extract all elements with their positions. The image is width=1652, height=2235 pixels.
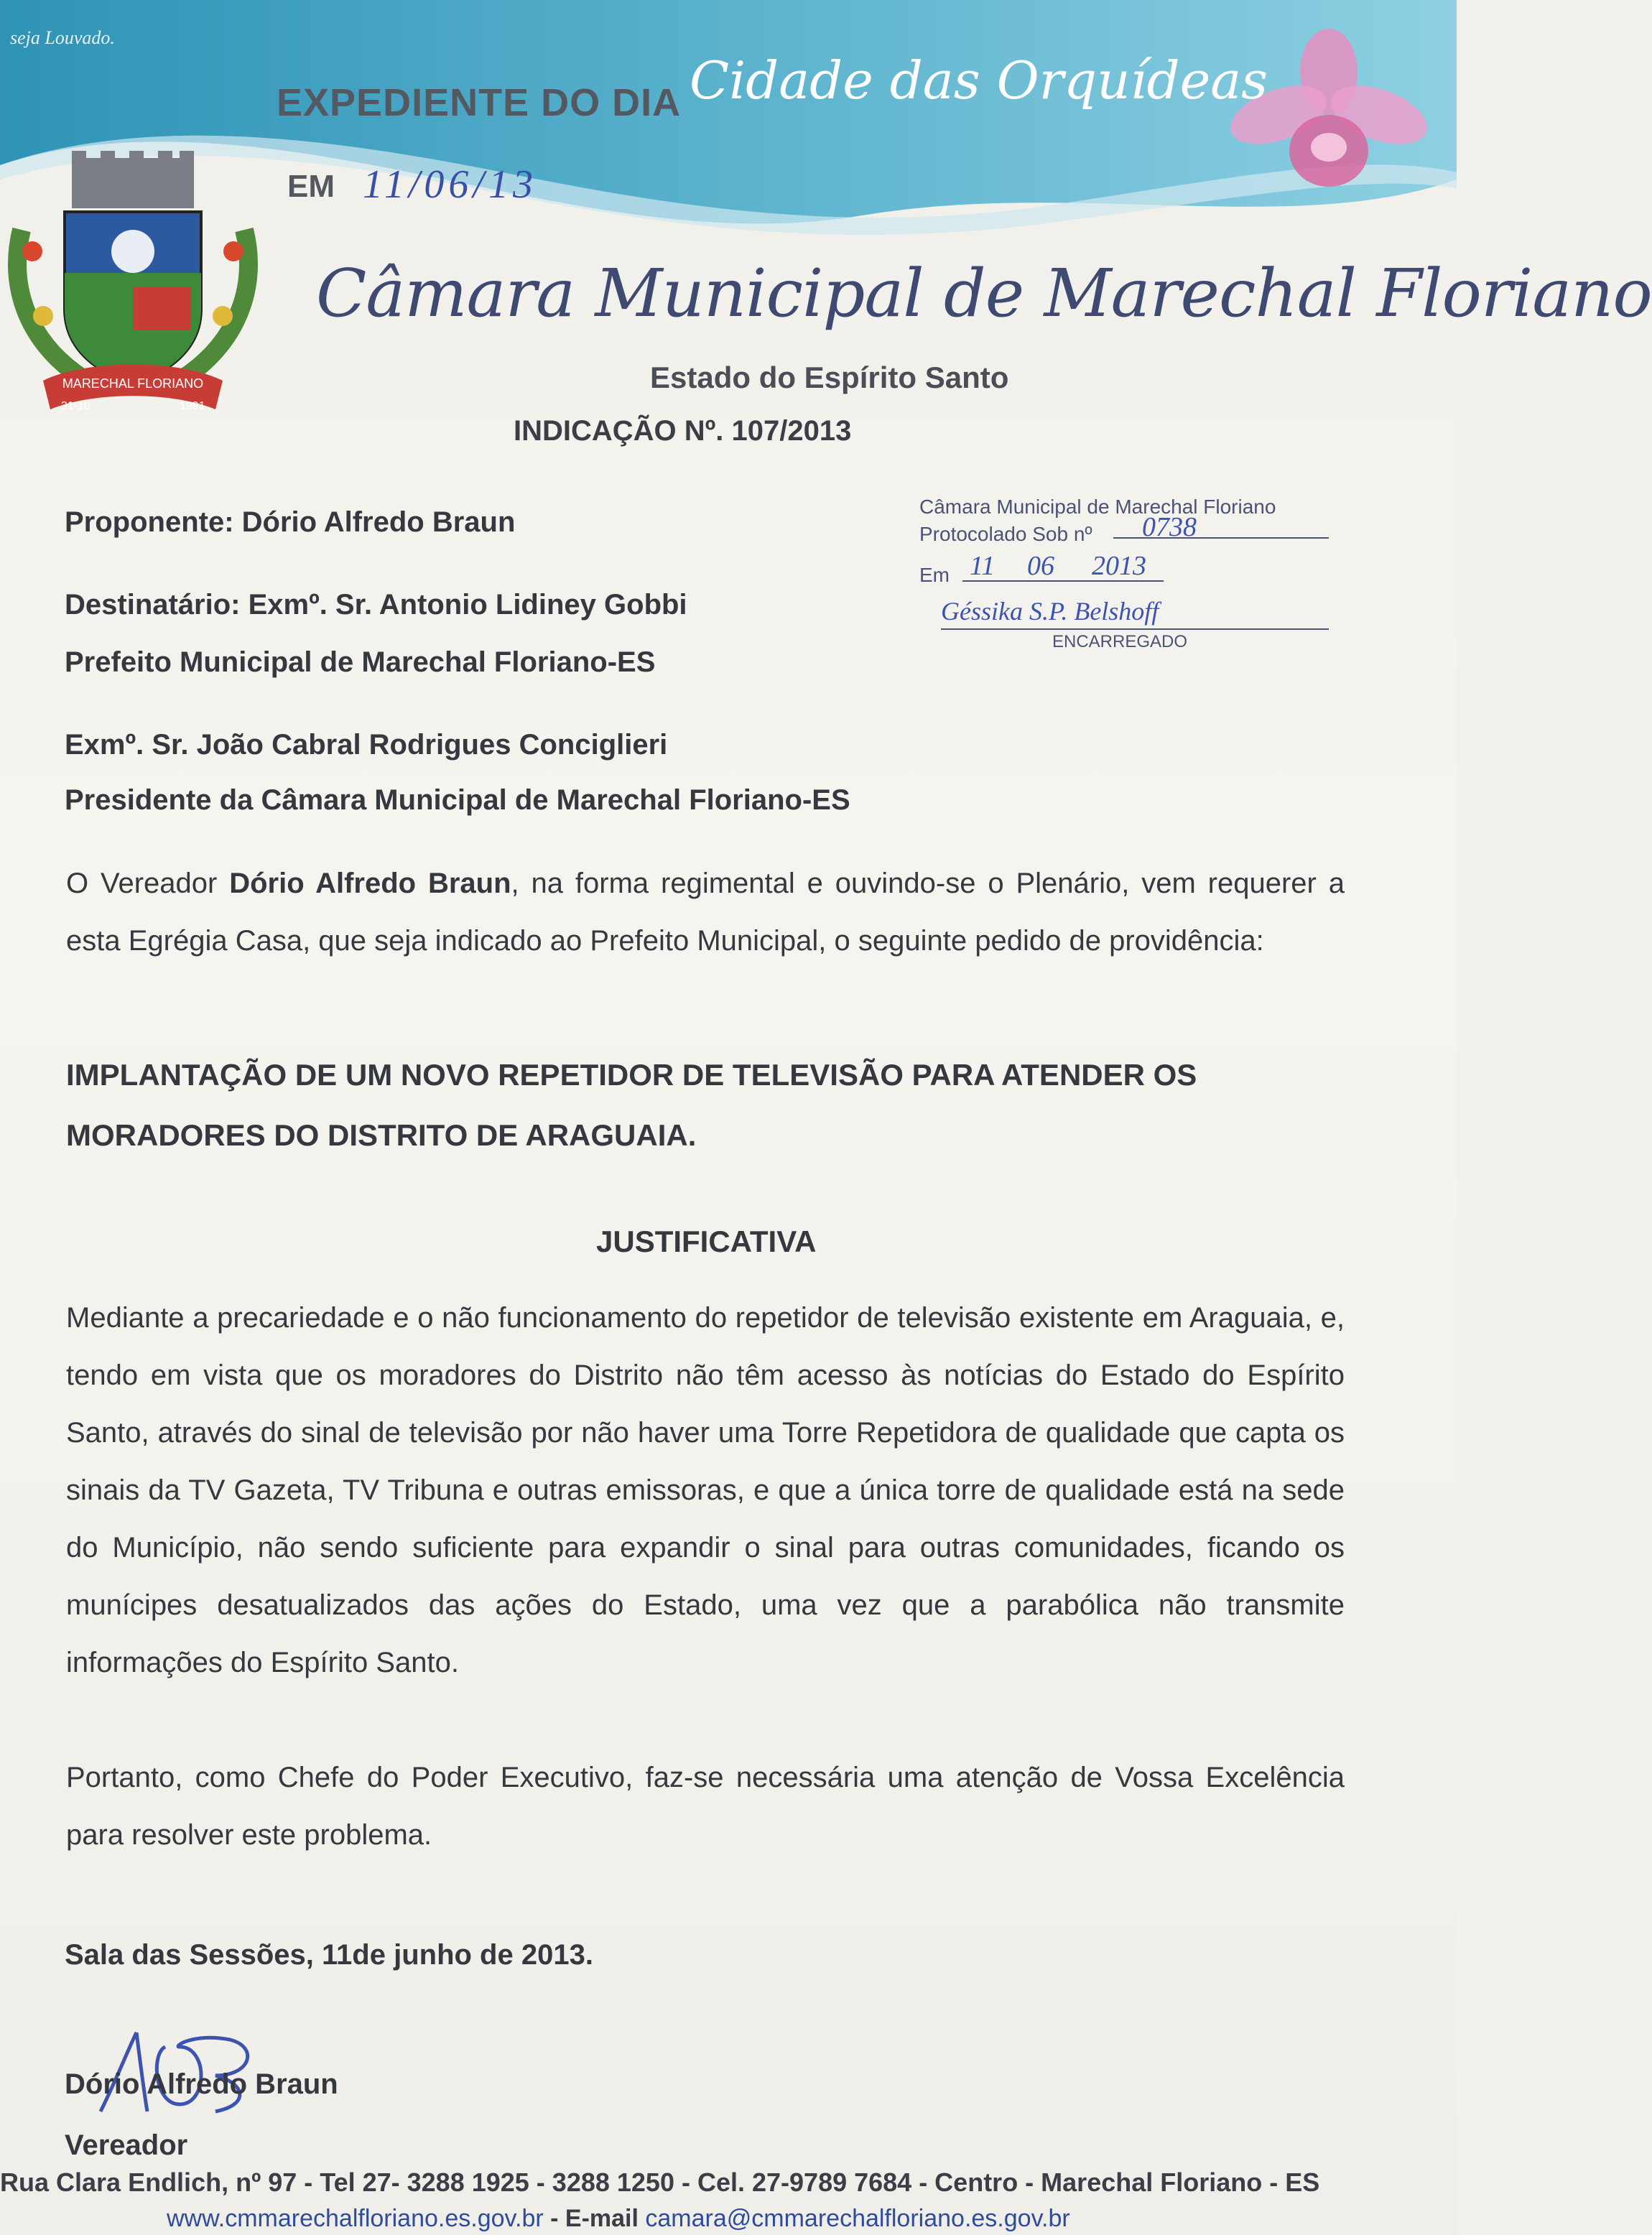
stamp-date-day: 11 — [970, 551, 996, 581]
presidente-cargo: Presidente da Câmara Municipal de Marechal Floriano-ES — [65, 784, 850, 816]
document-number: INDICAÇÃO Nº. 107/2013 — [514, 415, 852, 447]
stamp-date-underline — [962, 580, 1164, 582]
signer-name: Dório Alfredo Braun — [65, 2068, 338, 2100]
stamp-role: ENCARREGADO — [1052, 632, 1188, 651]
coat-year-right: 1991 — [180, 400, 205, 412]
state-subtitle: Estado do Espírito Santo — [650, 361, 1009, 394]
justification-paragraph: Mediante a precariedade e o não funcionamento do repetidor de televisão existente em Araguaia, e, tendo em vista que os moradores do Distrito não têm acesso às notícias do Estado do Espírito Santo, através do sinal de televisão por não haver uma Torre Repetidora de qualidade que capta os sinais da TV Gazeta, TV Tribuna e outras emissoras, e que a única torre de qualidade está na sede do Município, não sendo suficiente para expandir o sinal para outras comunidades, ficando os munícipes desatualizados das ações do Estado, uma vez que a parabólica não transmite informações do Espírito Santo. — [66, 1302, 1345, 1678]
intro-name: Dório Alfredo Braun — [229, 868, 511, 899]
intro-paragraph — [66, 855, 1345, 970]
email-label: - E-mail — [543, 2205, 646, 2232]
expediente-stamp: EXPEDIENTE DO DIA — [277, 81, 682, 124]
stamp-protocol-label: Protocolado Sob nº — [919, 523, 1092, 545]
intro-rest: , na forma regimental e ouvindo-se o Plenário, vem requerer a esta Egrégia Casa, que seja indicado ao Prefeito Municipal, o seguinte pedido de providência: — [66, 868, 1345, 957]
website-link[interactable]: www.cmmarechalfloriano.es.gov.br — [167, 2205, 544, 2232]
stamp-date-label: Em — [919, 564, 950, 586]
coat-of-arms-icon — [0, 144, 266, 431]
place-date: Sala das Sessões, 11de junho de 2013. — [65, 1939, 593, 1971]
stamp-date-month: 06 — [1027, 551, 1054, 581]
justification-title: JUSTIFICATIVA — [596, 1225, 817, 1258]
request-headline: IMPLANTAÇÃO DE UM NOVO REPETIDOR DE TELEVISÃO PARA ATENDER OS MORADORES DO DISTRITO DE ARAGUAIA. — [66, 1058, 1197, 1152]
proponente: Proponente: Dório Alfredo Braun — [65, 506, 516, 538]
footer-address: Rua Clara Endlich, nº 97 - Tel 27- 3288 1925 - 3288 1250 - Cel. 27-9789 7684 - Centro - Marechal Floriano - ES — [0, 2167, 1320, 2197]
stamp-signature: Géssika S.P. Belshoff — [941, 597, 1159, 626]
em-label: EM — [287, 169, 335, 204]
footer-contacts — [167, 2205, 1070, 2233]
presidente: Exmº. Sr. João Cabral Rodrigues Conciglieri — [65, 729, 668, 761]
signer-role: Vereador — [65, 2129, 188, 2161]
stamp-date-year: 2013 — [1092, 551, 1146, 581]
email-link[interactable]: camara@cmmarechalfloriano.es.gov.br — [645, 2205, 1070, 2232]
stamp-line1: Câmara Municipal de Marechal Floriano — [919, 496, 1276, 518]
stamp-signature-line — [941, 628, 1329, 630]
closing-paragraph: Portanto, como Chefe do Poder Executivo, faz-se necessária uma atenção de Vossa Excelência para resolver este problema. — [66, 1762, 1345, 1851]
top-tagline: seja Louvado. — [10, 27, 115, 48]
coat-ribbon-text: MARECHAL FLORIANO — [62, 376, 204, 391]
stamp-protocol-number: 0738 — [1142, 512, 1197, 542]
city-motto: Cidade das Orquídeas — [690, 50, 1268, 111]
coat-year-left: 31-10 — [61, 400, 91, 412]
em-handwritten-date: 11/06/13 — [363, 162, 537, 207]
destinatario: Destinatário: Exmº. Sr. Antonio Lidiney Gobbi — [65, 589, 687, 621]
intro-prefix: O Vereador — [66, 868, 230, 899]
chamber-title: Câmara Municipal de Marechal Floriano — [316, 255, 1652, 332]
destinatario-cargo: Prefeito Municipal de Marechal Floriano-ES — [65, 646, 656, 678]
